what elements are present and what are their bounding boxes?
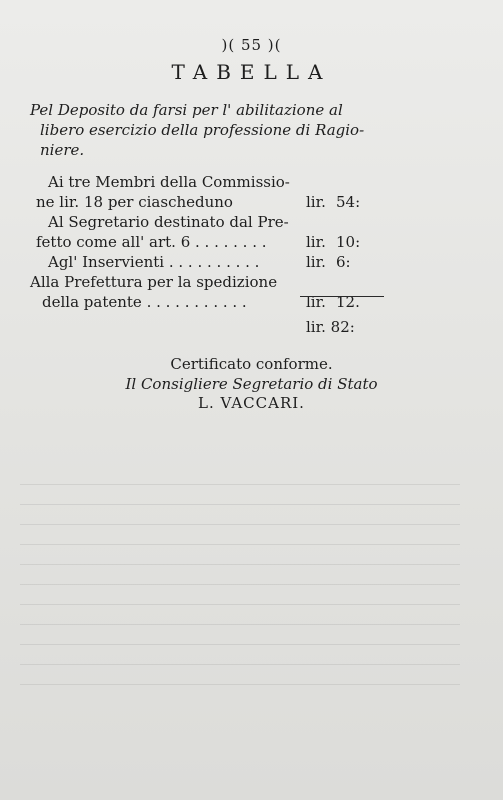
item-amount: 54: [336, 193, 361, 211]
item-text: Alla Prefettura per la spedizione [30, 273, 278, 291]
item-unit: lir. [306, 193, 326, 211]
item-unit: lir. [306, 253, 326, 271]
item-text: Ai tre Membri della Commissio- [48, 173, 290, 191]
signatory-name: L. VACCARI. [198, 394, 305, 412]
item-text: ne lir. 18 per ciascheduno [36, 193, 233, 211]
total-amount: lir. 82: [306, 318, 355, 336]
item-amount: 12. [336, 293, 360, 311]
item-text: Al Segretario destinato dal Pre- [48, 213, 289, 231]
subtitle [30, 100, 380, 160]
subtitle-line: Pel Deposito da farsi per l' abilitazione al [30, 101, 343, 119]
item-unit: lir. [306, 233, 326, 251]
item-unit: lir. [306, 293, 326, 311]
subtitle-line: niere. [40, 141, 85, 159]
bleed-through-texture [20, 470, 460, 690]
item-text: della patente . . . . . . . . . . . [42, 293, 247, 311]
item-text: Agl' Inservienti . . . . . . . . . . [48, 253, 260, 271]
fee-item-commission [36, 172, 366, 212]
signatory-title: Il Consigliere Segretario di Stato [125, 375, 378, 393]
item-amount: 6: [336, 253, 351, 271]
item-amount: 10: [336, 233, 361, 251]
page-number-header: )( 55 )( [221, 36, 282, 54]
certification-text: Certificato conforme. [170, 355, 333, 373]
fee-item-secretary [36, 212, 366, 252]
fee-item-prefecture [30, 272, 360, 312]
page-title: TABELLA [171, 60, 332, 84]
fee-item-attendants [36, 252, 366, 272]
total-rule [300, 296, 384, 297]
item-text: fetto come all' art. 6 . . . . . . . . [36, 233, 267, 251]
subtitle-line: libero esercizio della professione di Ragio- [40, 121, 365, 139]
